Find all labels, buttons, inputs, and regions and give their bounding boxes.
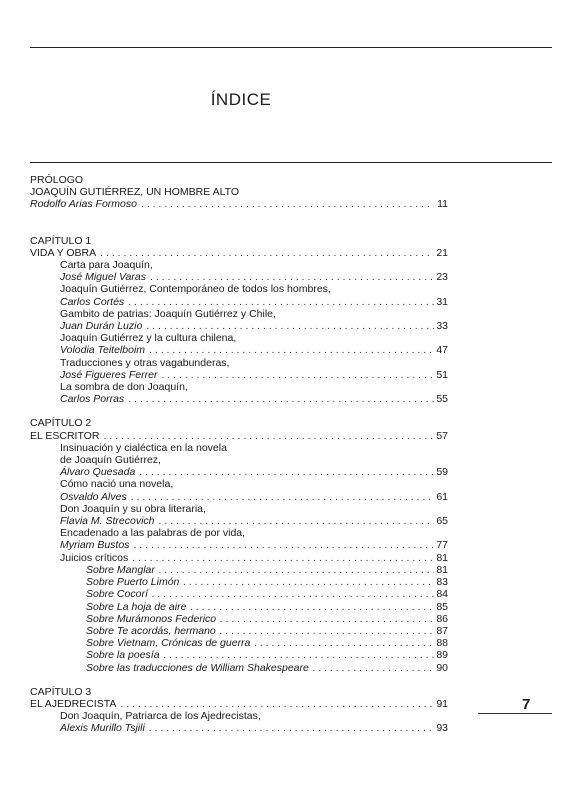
entry-title: Joaquín Gutiérrez y la cultura chilena, [60, 332, 237, 345]
section-subheading: EL ESCRITOR [30, 429, 100, 442]
section-cap1 [30, 235, 448, 406]
entry-page: 81 [436, 563, 448, 576]
title-rule [30, 162, 552, 163]
page-number-rule [478, 713, 552, 714]
entry-author: Rodolfo Arias Formoso [30, 198, 137, 211]
toc-entry[interactable] [30, 430, 448, 442]
section-cap3 [30, 686, 448, 735]
leader-dots [159, 515, 434, 527]
entry-page: 57 [436, 429, 448, 442]
leader-dots [131, 491, 434, 503]
entry-title-cont: de Joaquín Gutiérrez, [60, 454, 161, 467]
table-of-contents [30, 174, 448, 735]
toc-entry[interactable] [30, 552, 448, 564]
entry-author: Flavia M. Strecovich [60, 515, 155, 528]
entry-author: Carlos Porras [60, 393, 125, 406]
entry-page: 81 [436, 551, 448, 564]
entry-title: Cómo nació una novela, [60, 478, 174, 491]
leader-dots [128, 393, 434, 405]
leader-dots [120, 698, 434, 710]
toc-entry[interactable] [30, 369, 448, 381]
entry-page: 51 [436, 368, 448, 381]
toc-entry[interactable] [30, 271, 448, 283]
entry-page: 88 [436, 637, 448, 650]
entry-author: José Miguel Varas [60, 271, 146, 284]
toc-entry[interactable] [30, 466, 448, 478]
entry-title: Gambito de patrias: Joaquín Gutiérrez y Chile, [60, 307, 276, 320]
entry-page: 47 [436, 344, 448, 357]
entry-page: 84 [436, 588, 448, 601]
juicio-label: Sobre las traducciones de William Shakespeare [86, 661, 309, 674]
toc-entry[interactable] [30, 576, 448, 588]
leader-dots [128, 296, 434, 308]
section-subheading: JOAQUÍN GUTIÉRREZ, UN HOMBRE ALTO [30, 186, 240, 199]
entry-page: 86 [436, 612, 448, 625]
juicio-label: Sobre Te acordás, hermano [86, 624, 216, 637]
toc-entry[interactable] [30, 515, 448, 527]
leader-dots [220, 613, 434, 625]
toc-entry[interactable] [30, 662, 448, 674]
toc-entry[interactable] [30, 247, 448, 259]
entry-page: 23 [436, 271, 448, 284]
leader-dots [103, 430, 434, 442]
section-heading: CAPÍTULO 2 [30, 417, 92, 430]
toc-entry[interactable] [30, 588, 448, 600]
entry-title: Insinuación y cialéctica en la novela [60, 441, 227, 454]
leader-dots [183, 576, 434, 588]
page-title: ÍNDICE [210, 90, 272, 109]
toc-entry[interactable] [30, 564, 448, 576]
toc-entry[interactable] [30, 625, 448, 637]
toc-entry[interactable] [30, 613, 448, 625]
entry-title: Don Joaquín, Patriarca de los Ajedrecistas, [60, 710, 261, 723]
leader-dots [132, 552, 434, 564]
entry-page: 31 [436, 295, 448, 308]
toc-entry[interactable] [30, 320, 448, 332]
entry-title: Don Joaquín y su obra literaria, [60, 502, 206, 515]
toc-entry[interactable] [30, 637, 448, 649]
toc-entry[interactable] [30, 491, 448, 503]
entry-page: 87 [436, 624, 448, 637]
section-heading: CAPÍTULO 1 [30, 234, 92, 247]
entry-page: 59 [436, 466, 448, 479]
leader-dots [161, 369, 434, 381]
juicio-label: Sobre La hoja de aire [86, 600, 187, 613]
entry-page: 55 [436, 393, 448, 406]
entry-author: Juan Durán Luzio [60, 320, 143, 333]
entry-page: 90 [436, 661, 448, 674]
section-heading: PRÓLOGO [30, 174, 84, 186]
toc-entry[interactable] [30, 722, 448, 734]
entry-page: 65 [436, 515, 448, 528]
juicios-label: Juicios críticos [60, 551, 129, 564]
entry-page: 77 [436, 539, 448, 552]
toc-entry[interactable] [30, 344, 448, 356]
entry-author: Volodia Teitelboim [60, 344, 146, 357]
toc-entry[interactable] [30, 649, 448, 661]
leader-dots [254, 637, 434, 649]
toc-entry[interactable] [30, 601, 448, 613]
entry-title: Encadenado a las palabras de por vida, [60, 527, 246, 540]
leader-dots [146, 320, 434, 332]
entry-title: Carta para Joaquín, [60, 259, 153, 272]
juicio-label: Sobre la poesía [86, 649, 160, 662]
entry-page: 21 [436, 246, 448, 259]
leader-dots [149, 344, 434, 356]
leader-dots [149, 722, 434, 734]
entry-page: 33 [436, 320, 448, 333]
leader-dots [313, 662, 434, 674]
entry-page: 85 [436, 600, 448, 613]
entry-author: Myriam Bustos [60, 539, 130, 552]
juicio-label: Sobre Manglar [86, 563, 155, 576]
entry-page: 61 [436, 490, 448, 503]
leader-dots [164, 649, 434, 661]
leader-dots [150, 271, 434, 283]
toc-entry[interactable] [30, 296, 448, 308]
juicio-label: Sobre Vietnam, Crónicas de guerra [86, 637, 251, 650]
leader-dots [133, 539, 434, 551]
section-heading: CAPÍTULO 3 [30, 685, 92, 698]
section-subheading: VIDA Y OBRA [30, 246, 97, 259]
section-prologo [30, 174, 448, 211]
entry-page: 11 [437, 198, 448, 211]
page-number: 7 [522, 696, 531, 713]
entry-page: 83 [436, 576, 448, 589]
juicio-label: Sobre Puerto Limón [86, 576, 180, 589]
entry-author: José Figueres Ferrer [60, 368, 158, 381]
section-cap2 [30, 417, 448, 673]
toc-entry[interactable] [30, 198, 448, 210]
entry-page: 93 [436, 722, 448, 735]
entry-title: La sombra de don Joaquín, [60, 381, 188, 394]
juicio-label: Sobre Murámonos Federico [86, 612, 217, 625]
entry-author: Alexis Murillo Tsjili [60, 722, 145, 735]
entry-author: Carlos Cortés [60, 295, 125, 308]
entry-page: 89 [436, 649, 448, 662]
leader-dots [220, 625, 434, 637]
leader-dots [159, 564, 434, 576]
entry-page: 91 [436, 697, 448, 710]
leader-dots [100, 247, 434, 259]
entry-title: Traducciones y otras vagabunderas, [60, 356, 230, 369]
toc-entry[interactable] [30, 698, 448, 710]
entry-author: Álvaro Quesada [60, 466, 136, 479]
top-rule [30, 47, 552, 48]
leader-dots [152, 588, 434, 600]
leader-dots [190, 601, 434, 613]
leader-dots [139, 466, 434, 478]
entry-title: Joaquín Gutiérrez, Contemporáneo de todos los hombres, [60, 283, 331, 296]
toc-entry[interactable] [30, 393, 448, 405]
entry-author: Osvaldo Alves [60, 490, 127, 503]
juicio-label: Sobre Cocorí [86, 588, 148, 601]
section-subheading: EL AJEDRECISTA [30, 697, 117, 710]
leader-dots [141, 198, 434, 210]
toc-entry[interactable] [30, 539, 448, 551]
